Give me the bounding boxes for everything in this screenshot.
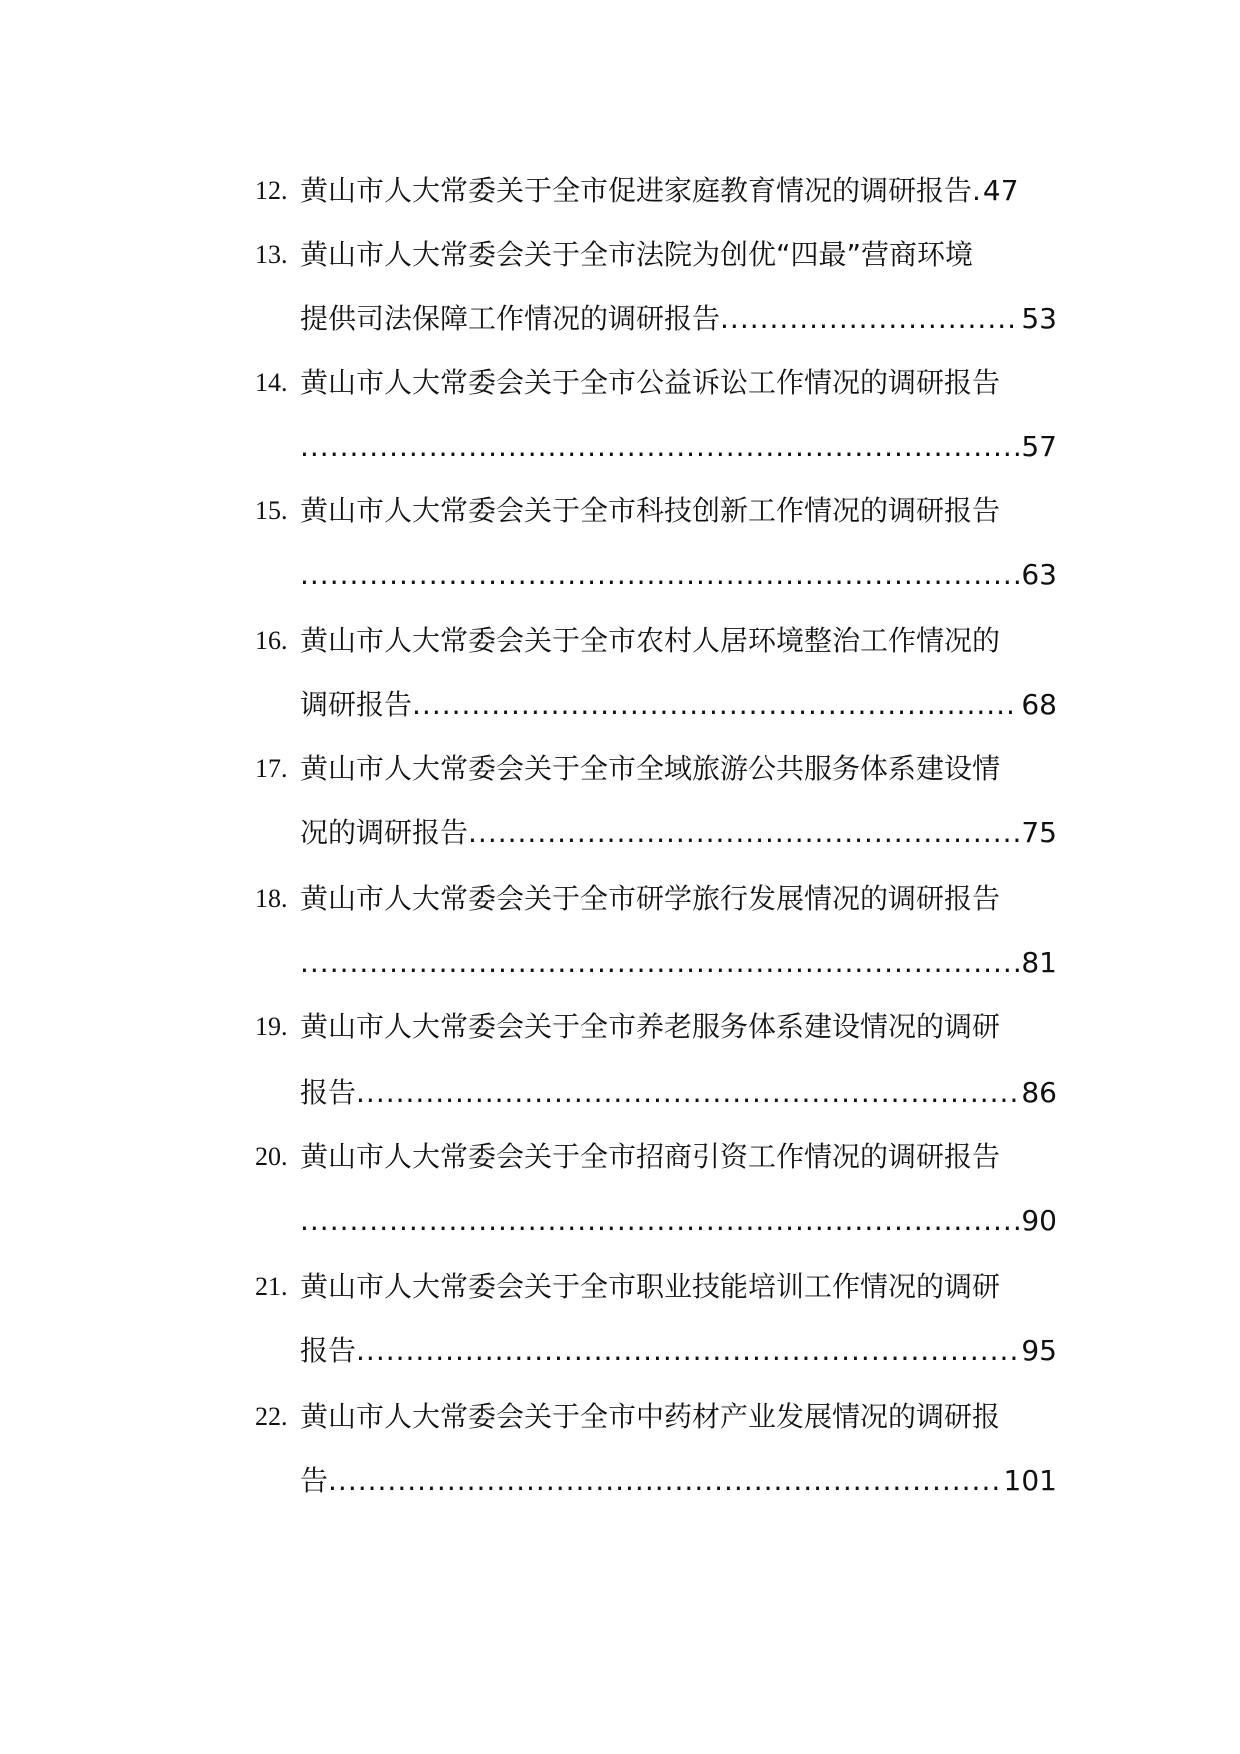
- toc-entry-title-continued: 报告: [300, 1076, 357, 1109]
- toc-entry-title: 黄山市人大常委会关于全市科技创新工作情况的调研报告: [300, 494, 1001, 527]
- toc-entry-title: 黄山市人大常委会关于全市养老服务体系建设情况的调研: [300, 1010, 1001, 1043]
- toc-entry-number: 21.: [255, 1272, 288, 1301]
- toc-entry-title: 黄山市人大常委会关于全市研学旅行发展情况的调研报告: [300, 882, 1001, 915]
- toc-entry-number: 19.: [255, 1012, 288, 1041]
- toc-entry-number: 17.: [255, 754, 288, 783]
- toc-entry-title: 黄山市人大常委会关于全市招商引资工作情况的调研报告: [300, 1140, 1001, 1173]
- dot-leader: [300, 946, 1019, 980]
- toc-entry-number: 20.: [255, 1142, 288, 1171]
- toc-entry-number: 14.: [255, 368, 288, 397]
- toc-page-number: 63: [1021, 558, 1057, 591]
- toc-entry-title-continued: 报告: [300, 1334, 357, 1367]
- toc-entry-number: 13.: [255, 240, 288, 269]
- dot-leader: [720, 302, 1019, 336]
- toc-page-number: 75: [1021, 816, 1057, 849]
- dot-leader: [300, 430, 1019, 464]
- toc-entry-number: 18.: [255, 884, 288, 913]
- dot-leader: [300, 1204, 1019, 1238]
- toc-entry-title: 黄山市人大常委会关于全市全域旅游公共服务体系建设情: [300, 752, 1001, 785]
- toc-entry-number: 22.: [255, 1402, 288, 1431]
- toc-page-number: 95: [1021, 1334, 1057, 1367]
- toc-page-number: 86: [1021, 1076, 1057, 1109]
- toc-page-number: 101: [1003, 1464, 1057, 1497]
- toc-page-number: 53: [1021, 302, 1057, 335]
- toc-entry-number: 12.: [255, 176, 288, 205]
- toc-entry-number: 15.: [255, 496, 288, 525]
- dot-leader: [356, 1076, 1019, 1110]
- toc-entry-title-continued: 调研报告: [300, 688, 413, 721]
- toc-entry-title: 黄山市人大常委关于全市促进家庭教育情况的调研报告.: [300, 174, 981, 207]
- toc-entry-title: 黄山市人大常委会关于全市中药材产业发展情况的调研报: [300, 1400, 1001, 1433]
- dot-leader: [356, 1334, 1019, 1368]
- dot-leader: [300, 558, 1019, 592]
- dot-leader: [412, 688, 1019, 722]
- toc-entry-number: 16.: [255, 626, 288, 655]
- toc-page-number: 57: [1021, 430, 1057, 463]
- dot-leader: [468, 816, 1019, 850]
- toc-entry-title: 黄山市人大常委会关于全市法院为创优“四最”营商环境: [300, 238, 974, 271]
- toc-page-number: 68: [1021, 688, 1057, 721]
- toc-entry-title-continued: 况的调研报告: [300, 816, 469, 849]
- toc-entry-title: 黄山市人大常委会关于全市农村人居环境整治工作情况的: [300, 624, 1001, 657]
- toc-page-number: 47: [982, 174, 1019, 207]
- toc-entry-title-continued: 提供司法保障工作情况的调研报告: [300, 302, 721, 335]
- toc-page-number: 81: [1021, 946, 1057, 979]
- toc-entry-title-continued: 告: [300, 1464, 329, 1497]
- toc-page-number: 90: [1021, 1204, 1057, 1237]
- toc-entry-title: 黄山市人大常委会关于全市职业技能培训工作情况的调研: [300, 1270, 1001, 1303]
- toc-entry-title: 黄山市人大常委会关于全市公益诉讼工作情况的调研报告: [300, 366, 1001, 399]
- dot-leader: [328, 1464, 1002, 1498]
